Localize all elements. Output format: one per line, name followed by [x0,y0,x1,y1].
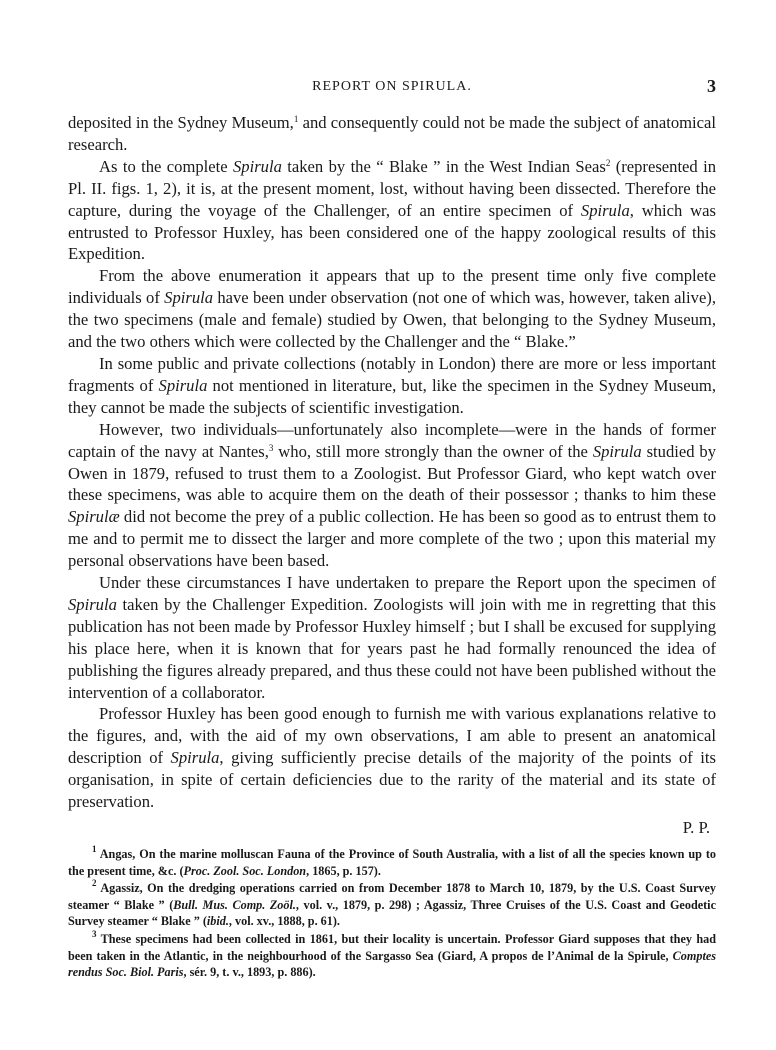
text-run: , 1865, p. 157). [306,863,381,878]
footnote [68,880,716,930]
body-text [68,112,716,813]
text-run: From the above enumeration it appears that up to the present time only five complete individuals of [68,266,716,308]
text-run: These specimens had been collected in 1861, but their locality is uncertain. Professor Giard supposes that they had been taken in the Atlantic, in the neighbourhood of the Sargasso Sea (Giard, A propos de l’Animal de la Spirule, [68,931,716,963]
footnote-marker: 3 [268,442,274,453]
text-run: did not become the prey of a public collection. He has been so good as to entrust them to me and to permit me to dissect the larger and more complete of the two ; upon this material my personal observations have been based. [68,507,716,571]
paragraph [68,353,716,419]
italic-text: Spirulæ [68,507,120,527]
text-run: have been under observation (not one of which was, however, taken alive), the two specimens (male and female) studied by Owen, that belonging to the Sydney Museum, and the two others which were collected by the Challenger and the “ Blake.” [68,288,716,352]
paragraph [68,419,716,572]
running-head [68,76,716,100]
italic-text: Spirula [158,375,208,395]
text-run: , vol. xv., 1888, p. 61). [228,914,340,929]
footnote [68,846,716,879]
paragraph [68,703,716,813]
text-run: deposited in the Sydney Museum, [68,113,294,132]
footnote-marker: 3 [92,928,97,939]
italic-text: Spirula [580,200,630,220]
author-initials-text: P. P. [682,818,710,837]
text-run: , vol. v., 1879, p. 298) ; Agassiz, Three Cruises of the U.S. Coast and Geodetic Survey steamer “ Blake ” ( [68,897,716,929]
text-run: , giving sufficiently precise details of the majority of the points of its organisation, in spite of certain deficiencies due to the rarity of the material and its state of preservation. [68,748,716,812]
text-run: However, two individuals—unfortunately also incomplete—were in the hands of former captain of the navy at Nantes, [68,419,716,461]
text-run: not mentioned in literature, but, like the specimen in the Sydney Museum, they cannot be made the subjects of scientific investigation. [68,375,716,417]
italic-text: ibid. [206,914,229,929]
footnote [68,928,716,981]
text-run: and consequently could not be made the subject of anatomical research. [68,113,716,154]
text-run: , which was entrusted to Professor Huxley, has been considered one of the happy zoological results of this Expedition. [68,200,716,264]
footnote-marker: 2 [605,157,611,168]
text-run: Under these circumstances I have undertaken to prepare the Report upon the specimen of [99,573,716,593]
text-run: who, still more strongly than the owner of the [273,441,593,461]
paragraph [68,156,716,266]
italic-text: Bull. Mus. Comp. Zoöl. [173,897,296,912]
text-run: (represented in Pl. II. figs. 1, 2), it is, at the present moment, lost, without having been dissected. Therefore the capture, during the voyage of the Challenger, of an entire specimen of [68,156,717,220]
page-number: 3 [707,76,716,96]
paragraph [68,572,716,703]
paragraph [68,265,716,353]
italic-text: Spirula [68,594,117,614]
text-run: , sér. 9, t. v., 1893, p. 886). [183,965,316,980]
text-run: Angas, On the marine molluscan Fauna of the Province of South Australia, with a list of all the species known up to the present time, &c. ( [68,847,716,878]
text-run: Agassiz, On the dredging operations carried on from December 1878 to March 10, 1879, by the U.S. Coast Survey steamer “ Blake ” ( [68,881,716,912]
italic-text: Spirula [170,748,220,768]
footnote-marker: 2 [92,878,97,889]
italic-text: Spirula [164,288,214,308]
text-run: taken by the Challenger Expedition. Zoologists will join with me in regretting that this publication has not been made by Professor Huxley himself ; but I shall be excused for supplying his place here, when it is known that for years past he had formally renounced the idea of publishing the figures already prepared, and thus these could not have been published without the intervention of a collaborator. [68,594,716,702]
text-run: studied by Owen in 1879, refused to trust them to a Zoologist. But Professor Giard, who kept watch over these specimens, was able to acquire them on the death of their possessor ; thanks to him these [68,441,716,505]
author-initials [68,818,716,838]
paragraph [68,112,716,156]
text-run: As to the complete [99,156,233,176]
text-run: In some public and private collections (notably in London) there are more or less important fragments of [68,353,716,395]
italic-text: Proc. Zool. Soc. London [183,863,307,878]
footnote-marker: 1 [293,114,299,124]
running-title: REPORT ON SPIRULA. [312,79,472,94]
footnotes [68,846,716,982]
footnote-marker: 1 [92,844,97,854]
italic-text: Spirula [233,156,282,176]
text-run: taken by the “ Blake ” in the West Indian Seas [281,156,606,176]
italic-text: Spirula [592,441,642,461]
text-run: Professor Huxley has been good enough to furnish me with various explanations relative to the figures, and, with the aid of my own observations, I am able to present an anatomical description of [68,704,716,768]
italic-text: Comptes rendus Soc. Biol. Paris [68,948,716,980]
